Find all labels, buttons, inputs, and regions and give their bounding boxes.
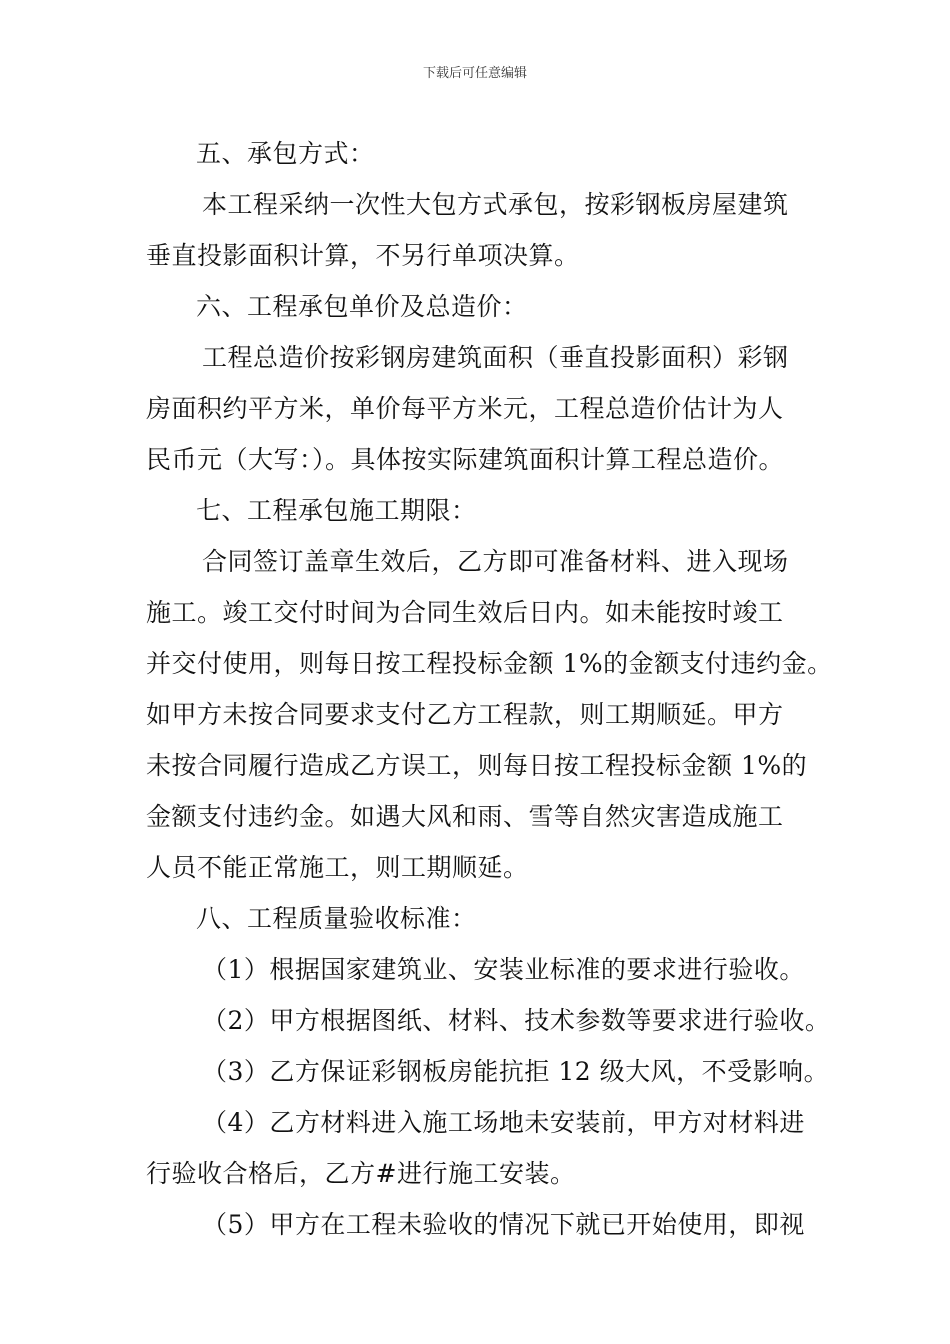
paragraph-line: 人员不能正常施工，则工期顺延。 [146,853,529,882]
paragraph-line: 未按合同履行造成乙方误工，则每日按工程投标金额 1%的 [146,751,808,780]
paragraph-line: 如甲方未按合同要求支付乙方工程款，则工期顺延。甲方 [146,700,784,729]
page-header: 下载后可任意编辑 [422,66,527,81]
document-body [146,128,833,1250]
list-item: （5）甲方在工程未验收的情况下就已开始使用，即视 [202,1210,805,1239]
section-heading-contract-method: 五、承包方式： [196,139,375,168]
section-heading-construction-period: 七、工程承包施工期限： [196,496,477,525]
paragraph-line: 金额支付违约金。如遇大风和雨、雪等自然灾害造成施工 [146,802,784,831]
paragraph-line: 工程总造价按彩钢房建筑面积（垂直投影面积）彩钢 [202,343,789,372]
list-item: （1）根据国家建筑业、安装业标准的要求进行验收。 [202,955,805,984]
paragraph-line: 房面积约平方米，单价每平方米元，工程总造价估计为人 [146,394,784,423]
list-item-continuation: 行验收合格后，乙方#进行施工安装。 [146,1159,576,1188]
paragraph-line: 民币元（大写：）。具体按实际建筑面积计算工程总造价。 [146,445,785,474]
list-item: （3）乙方保证彩钢板房能抗拒 12 级大风，不受影响。 [202,1057,830,1086]
paragraph-line: 本工程采纳一次性大包方式承包，按彩钢板房屋建筑 [202,190,789,219]
paragraph-line: 施工。竣工交付时间为合同生效后日内。如未能按时竣工 [146,598,784,627]
list-item: （4）乙方材料进入施工场地未安装前，甲方对材料进 [202,1108,805,1137]
paragraph-line: 并交付使用，则每日按工程投标金额 1%的金额支付违约金。 [146,649,833,678]
list-item: （2）甲方根据图纸、材料、技术参数等要求进行验收。 [202,1006,831,1035]
section-heading-unit-price: 六、工程承包单价及总造价： [196,292,528,321]
paragraph-line: 垂直投影面积计算，不另行单项决算。 [146,241,580,270]
paragraph-line: 合同签订盖章生效后，乙方即可准备材料、进入现场 [202,547,789,576]
section-heading-quality-standard: 八、工程质量验收标准： [196,904,477,933]
